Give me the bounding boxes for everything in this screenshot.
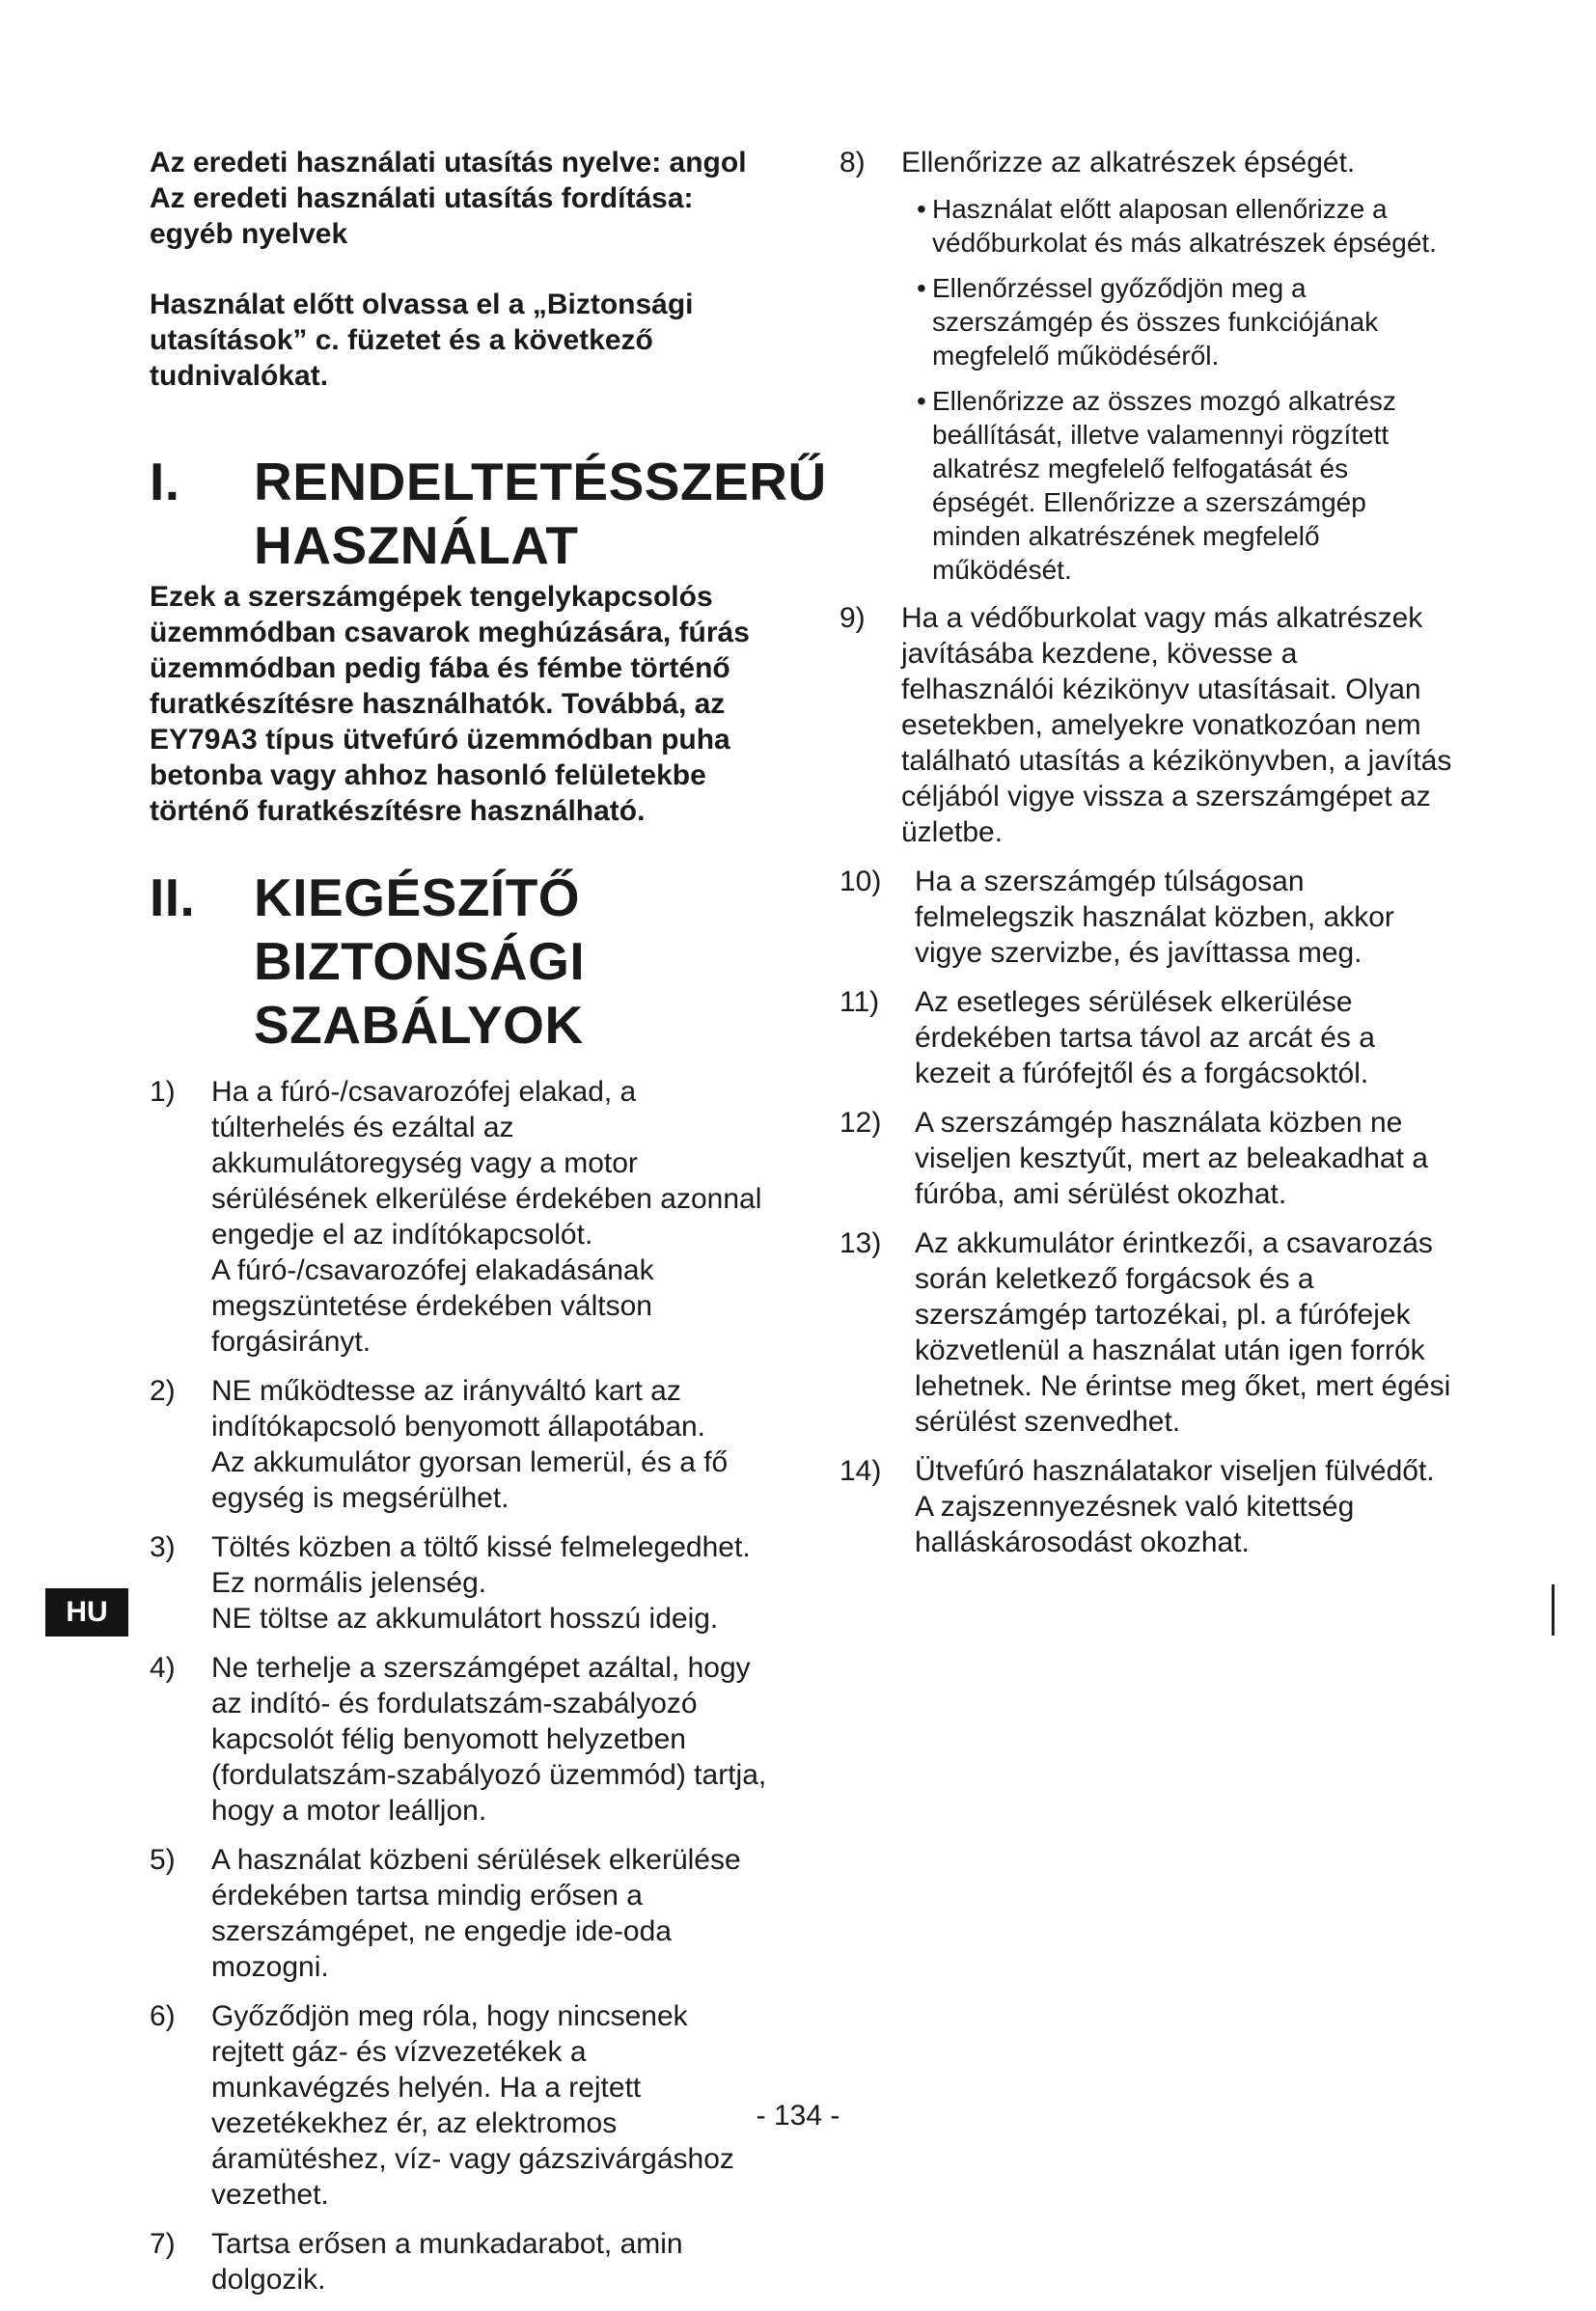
item-text-continued: A zajszennyezésnek való kitettség halláskárosodást okozhat. <box>915 1491 1355 1558</box>
item-number: 6) <box>150 2000 176 2032</box>
language-tab: HU <box>45 1588 128 1637</box>
page-number: - 134 - <box>756 2100 840 2132</box>
list-item <box>839 1453 1457 1560</box>
item-text: Töltés közben a töltő kissé felmelegedhet. <box>211 1531 751 1563</box>
section-2-title: KIEGÉSZÍTŐ BIZTONSÁGI SZABÁLYOK <box>254 867 586 1055</box>
bullet-item: • Ellenőrzéssel győződjön meg a szerszámgép és összes funkciójának megfelelő működéséről. <box>917 271 1457 372</box>
item-number: 10) <box>839 866 882 897</box>
translation-language-line: Az eredeti használati utasítás fordítása: egyéb nyelvek <box>150 182 694 250</box>
right-column <box>839 145 1457 1574</box>
item-number: 2) <box>150 1375 176 1407</box>
item-text: Ha a fúró-/csavarozófej elakad, a túlterhelés és ezáltal az akkumulátoregység vagy a motor sérülésének elkerülése érdekében azonnal engedje el az indítókapcsolót. <box>211 1076 762 1251</box>
item-text: Az esetleges sérülések elkerülése érdekében tartsa távol az arcát és a kezeit a fúrófejtől és a forgácsoktól. <box>915 986 1375 1089</box>
list-item <box>150 1842 767 1985</box>
item-number: 3) <box>150 1531 176 1563</box>
item-text: Az akkumulátor érintkezői, a csavarozás során keletkező forgácsok és a szerszámgép tartozékai, pl. a fúrófejek közvetlenül a használat után igen forrók lehetnek. Ne érintse meg őket, mert égési sérülést szenvedhet. <box>915 1227 1451 1438</box>
section-1-title: RENDELTETÉSSZERŰ HASZNÁLAT <box>254 452 827 575</box>
item-number: 5) <box>150 1844 176 1876</box>
list-item <box>150 1529 767 1637</box>
item-text: Győződjön meg róla, hogy nincsenek rejtett gáz- és vízvezetékek a munkavégzés helyén. Ha a rejtett vezetékekhez ér, az elektromos áramütéshez, víz- vagy gázszivárgáshoz vezethet. <box>211 2000 734 2211</box>
list-item <box>839 864 1457 971</box>
section-2-heading <box>150 866 767 1057</box>
item-text: Tartsa erősen a munkadarabot, amin dolgozik. <box>211 2228 683 2296</box>
section-1-number: I. <box>150 452 180 511</box>
list-item <box>839 1225 1457 1440</box>
item-text: Ütvefúró használatakor viseljen fülvédőt. <box>915 1455 1435 1487</box>
bullet-list <box>917 192 1457 587</box>
item-text: Ellenőrizze az alkatrészek épségét. <box>901 147 1356 179</box>
item-number: 1) <box>150 1076 176 1108</box>
language-notes <box>150 145 767 252</box>
item-number: 4) <box>150 1652 176 1684</box>
item-text-continued: NE töltse az akkumulátort hosszú ideig. <box>211 1603 719 1635</box>
list-item <box>839 984 1457 1091</box>
list-item <box>150 1074 767 1360</box>
item-text-continued: Ez normális jelenség. <box>211 1567 487 1599</box>
item-number: 11) <box>839 986 880 1018</box>
list-item <box>839 145 1457 587</box>
safety-rules-list-right <box>839 145 1457 1560</box>
item-text: Ha a szerszámgép túlságosan felmelegszik használat közben, akkor vigye szervizbe, és javíttassa meg. <box>915 866 1394 969</box>
item-number: 7) <box>150 2228 176 2260</box>
list-item <box>839 1105 1457 1212</box>
item-number: 8) <box>839 147 866 179</box>
item-text-continued: A fúró-/csavarozófej elakadásának megszüntetése érdekében váltson forgásirányt. <box>211 1254 654 1358</box>
item-number: 14) <box>839 1455 882 1487</box>
item-text: Ne terhelje a szerszámgépet azáltal, hogy az indító- és fordulatszám-szabályozó kapcsolót félig benyomott helyzetben (fordulatszám-szabályozó üzemmód) tartja, hogy a motor leálljon. <box>211 1652 767 1827</box>
original-language-line: Az eredeti használati utasítás nyelve: angol <box>150 147 747 179</box>
list-item <box>150 1373 767 1516</box>
bullet-item: • Ellenőrizze az összes mozgó alkatrész beállítását, illetve valamennyi rögzített alkatrész megfelelő felfogatását és épségét. Ellenőrizze a szerszámgép minden alkatrészének megfelelő működését. <box>917 384 1457 587</box>
item-number: 12) <box>839 1107 882 1139</box>
section-2-number: II. <box>150 867 196 927</box>
item-text: NE működtesse az irányváltó kart az indítókapcsoló benyomott állapotában. <box>211 1375 706 1443</box>
item-text-continued: Az akkumulátor gyorsan lemerül, és a fő egység is megsérülhet. <box>211 1446 729 1514</box>
intro-paragraph: Használat előtt olvassa el a „Biztonsági utasítások” c. füzetet és a következő tudnivalókat. <box>150 289 694 392</box>
list-item <box>839 600 1457 850</box>
item-number: 9) <box>839 602 866 634</box>
item-text: A szerszámgép használata közben ne viseljen kesztyűt, mert az beleakadhat a fúróba, ami sérülést okozhat. <box>915 1107 1428 1210</box>
item-text: Ha a védőburkolat vagy más alkatrészek javításába kezdene, kövesse a felhasználói kézikönyv utasításait. Olyan esetekben, amelyekre vonatkozóan nem található utasítás a kézikönyvben, a javítás céljából vigye vissza a szerszámgépet az üzletbe. <box>901 602 1452 848</box>
list-item <box>150 2226 767 2297</box>
edge-marker <box>1552 1584 1555 1636</box>
bullet-item: • Használat előtt alaposan ellenőrizze a védőburkolat és más alkatrészek épségét. <box>917 192 1457 260</box>
section-1-heading <box>150 450 827 577</box>
item-number: 13) <box>839 1227 882 1259</box>
item-text: A használat közbeni sérülések elkerülése érdekében tartsa mindig erősen a szerszámgépet, ne engedje ide-oda mozogni. <box>211 1844 741 1983</box>
section-1-body: Ezek a szerszámgépek tengelykapcsolós üzemmódban csavarok meghúzására, fúrás üzemmódban pedig fába és fémbe történő furatkészítésre használhatók. Továbbá, az EY79A3 típus ütvefúró üzemmódban puha betonba vagy ahhoz hasonló felületekbe történő furatkészítésre használható. <box>150 581 750 827</box>
list-item <box>150 1650 767 1829</box>
